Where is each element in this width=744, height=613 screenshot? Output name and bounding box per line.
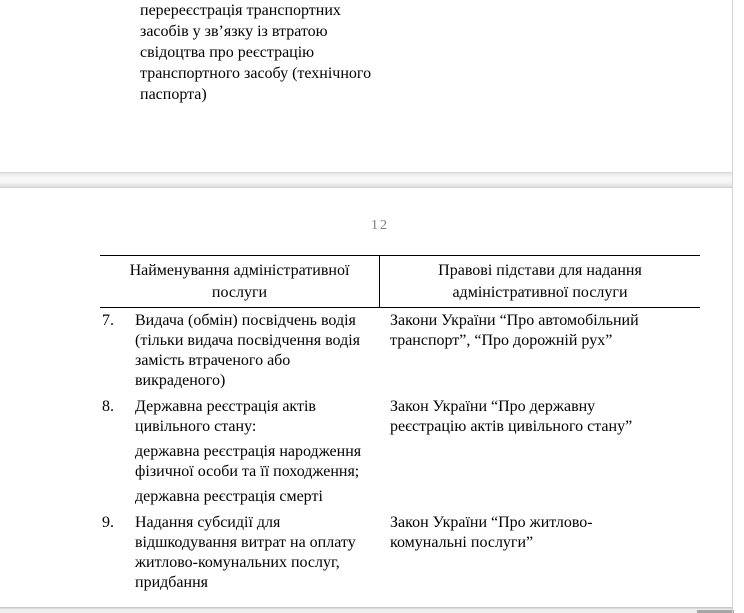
services-table	[100, 255, 700, 593]
service-paragraph: Надання субсидії для відшкодування витрат на оплату житлово-комунальних послуг, придбання	[135, 514, 356, 591]
service-paragraph: державна реєстрація смерті	[135, 488, 323, 505]
next-page-separator	[0, 607, 732, 613]
previous-page-paragraph: перереєстрація транспортних засобів у зв’язку із втратою свідоцтва про реєстрацію транспортного засобу (технічного паспорта)	[140, 2, 372, 103]
legal-basis-cell: Закон України “Про державну реєстрацію актів цивільного стану”	[390, 398, 633, 435]
header-cell-legal-basis: Правові підстави для надання адміністративної послуги	[438, 262, 642, 301]
legal-basis-cell: Закон України “Про житлово-комунальні послуги”	[390, 514, 593, 551]
service-cell	[135, 397, 390, 507]
service-paragraph: Видача (обмін) посвідчень водія (тільки видача посвідчення водія замість втраченого або викраденого)	[135, 312, 361, 389]
row-number: 7.	[102, 312, 114, 329]
service-paragraph: Державна реєстрація актів цивільного стану:	[135, 398, 316, 435]
page-number: 12	[371, 218, 389, 233]
service-paragraph: державна реєстрація народження фізичної особи та її походження;	[135, 443, 362, 480]
service-cell	[135, 513, 390, 593]
header-cell-service-name: Найменування адміністративної послуги	[100, 256, 380, 307]
table-header-row	[100, 255, 700, 308]
legal-basis-cell: Закони України “Про автомобільний транспорт”, “Про дорожній рух”	[390, 312, 639, 349]
page-separator	[0, 172, 732, 188]
table-body	[100, 311, 700, 593]
service-cell	[135, 311, 390, 391]
table-row	[100, 397, 700, 507]
table-row	[100, 513, 700, 593]
row-number: 8.	[102, 398, 114, 415]
table-row	[100, 311, 700, 391]
row-number: 9.	[102, 514, 114, 531]
document-right-edge-divider	[732, 0, 733, 613]
